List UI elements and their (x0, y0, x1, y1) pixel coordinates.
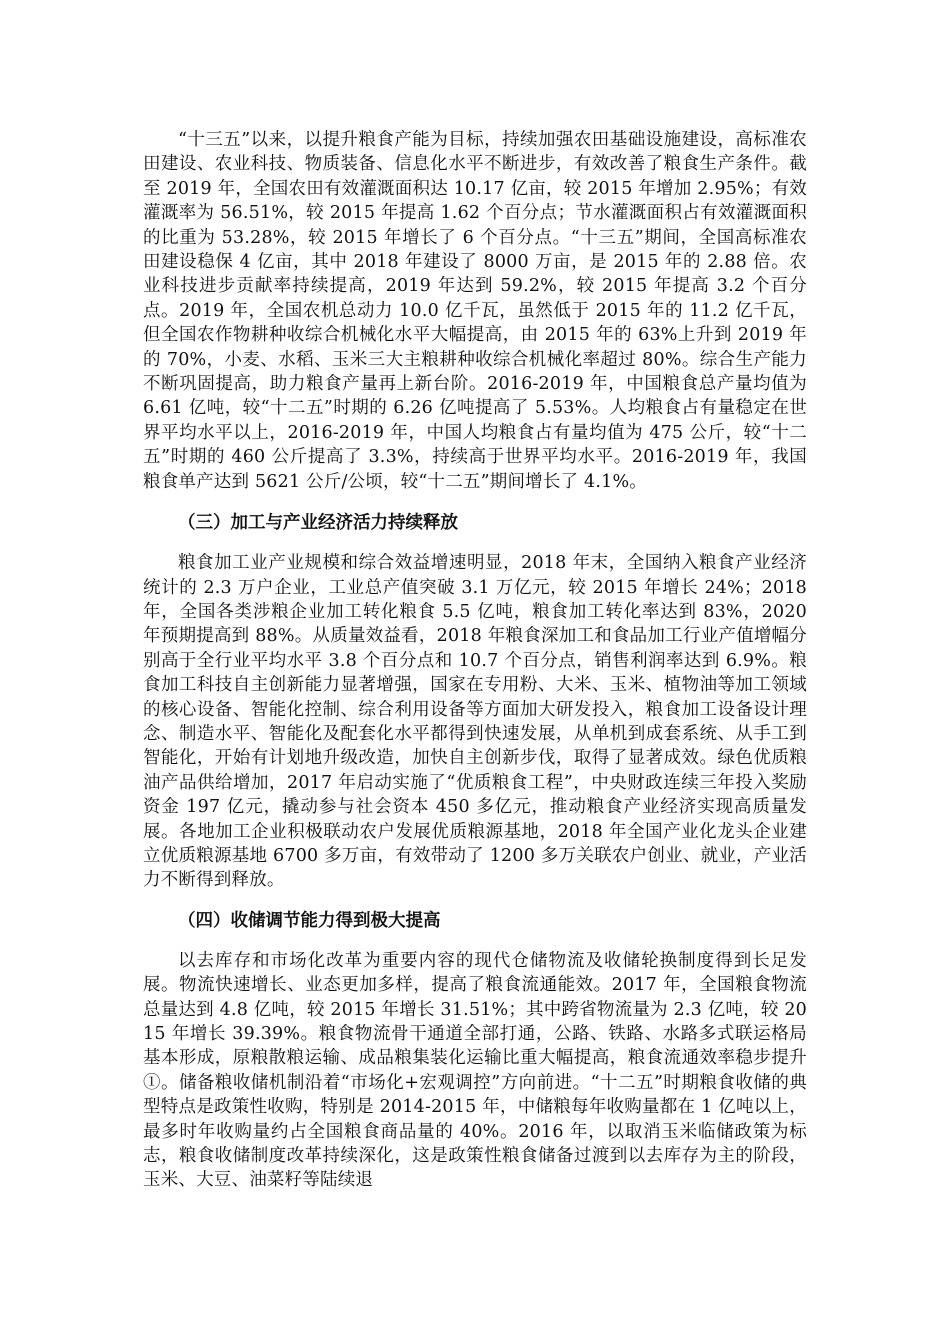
document-page (143, 128, 807, 1193)
section-heading-storage-regulation: （四）收储调节能力得到极大提高 (178, 910, 441, 931)
paragraph-storage-regulation: 以去库存和市场化改革为重要内容的现代仓储物流及收储轮换制度得到长足发展。物流快速增长、业态更加多样，提高了粮食流通能效。2017 年，全国粮食物流总量达到 4.8 亿吨，较 2015 年增长 31.51%；其中跨省物流量为 2.3 亿吨，较 2015 年增长 39.39%。粮食物流骨干通道全部打通，公路、铁路、水路多式联运格局基本形成，原粮散粮运输、成品粮集装化运输比重大幅提高，粮食流通效率稳步提升①。储备粮收储机制沿着“市场化+宏观调控”方向前进。“十二五”时期粮食收储的典型特点是政策性收购，特别是 2014-2015 年，中储粮每年收购量都在 1 亿吨以上，最多时年收购量约占全国粮食商品量的 40%。2016 年，以取消玉米临储政策为标志，粮食收储制度改革持续深化，这是政策性粮食储备过渡到以去库存为主的阶段，玉米、大豆、油菜籽等陆续退 (143, 950, 807, 1191)
paragraph-grain-production: “十三五”以来，以提升粮食产能为目标，持续加强农田基础设施建设，高标准农田建设、农业科技、物质装备、信息化水平不断进步，有效改善了粮食生产条件。截至 2019 年，全国农田有效灌溉面积达 10.17 亿亩，较 2015 年增加 2.95%；有效灌溉率为 56.51%，较 2015 年提高 1.62 个百分点；节水灌溉面积占有效灌溉面积的比重为 53.28%，较 2015 年增长了 6 个百分点。“十三五”期间，全国高标准农田建设稳保 4 亿亩，其中 2018 年建设了 8000 万亩，是 2015 年的 2.88 倍。农业科技进步贡献率持续提高，2019 年达到 59.2%，较 2015 年提高 3.2 个百分点。2019 年，全国农机总动力 10.0 亿千瓦，虽然低于 2015 年的 11.2 亿千瓦，但全国农作物耕种收综合机械化水平大幅提高，由 2015 年的 63%上升到 2019 年的 70%，小麦、水稻、玉米三大主粮耕种收综合机械化率超过 80%。综合生产能力不断巩固提高，助力粮食产量再上新台阶。2016-2019 年，中国粮食总产量均值为 6.61 亿吨，较“十二五”时期的 6.26 亿吨提高了 5.53%。人均粮食占有量稳定在世界平均水平以上，2016-2019 年，中国人均粮食占有量均值为 475 公斤，较“十二五”时期的 460 公斤提高了 3.3%，持续高于世界平均水平。2016-2019 年，我国粮食单产达到 5621 公斤/公顷，较“十二五”期间增长了 4.1%。 (143, 130, 807, 492)
section-heading-processing-industry: （三）加工与产业经济活力持续释放 (178, 513, 458, 534)
paragraph-processing-industry: 粮食加工业产业规模和综合效益增速明显，2018 年末，全国纳入粮食产业经济统计的 2.3 万户企业，工业总产值突破 3.1 万亿元，较 2015 年增长 24%；2018 年，全国各类涉粮企业加工转化粮食 5.5 亿吨，粮食加工转化率达到 83%，2020 年预期提高到 88%。从质量效益看，2018 年粮食深加工和食品加工行业产值增幅分别高于全行业平均水平 3.8 个百分点和 10.7 个百分点，销售利润率达到 6.9%。粮食加工科技自主创新能力显著增强，国家在专用粉、大米、玉米、植物油等加工领域的核心设备、智能化控制、综合利用设备等方面加大研发投入，粮食加工设备设计理念、制造水平、智能化及配套化水平都得到快速发展，从单机到成套系统、从手工到智能化，开始有计划地升级改造，加快自主创新步伐，取得了显著成效。绿色优质粮油产品供给增加，2017 年启动实施了“优质粮食工程”，中央财政连续三年投入奖励资金 197 亿元，撬动参与社会资本 450 多亿元，推动粮食产业经济实现高质量发展。各地加工企业积极联动农户发展优质粮源基地，2018 年全国产业化龙头企业建立优质粮源基地 6700 多万亩，有效带动了 1200 多万关联农户创业、就业，产业活力不断得到释放。 (143, 553, 807, 891)
